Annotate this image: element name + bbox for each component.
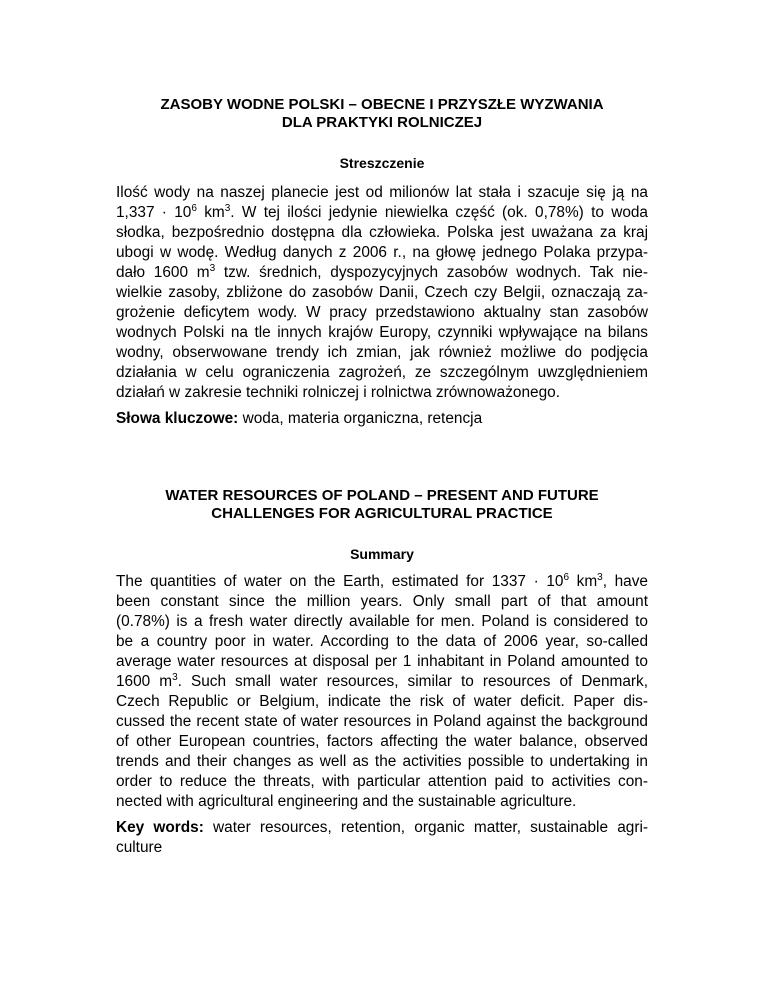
summary-line: (0.78%) is a fresh water directly available for men. Poland is considered to: [116, 613, 648, 630]
summary-line: The quantities of water on the Earth, estimated for $1337 \cdot 10^6$ $km^3$, have: [116, 572, 648, 590]
english-title-line-1: WATER RESOURCES OF POLAND – PRESENT AND FUTURE: [165, 487, 599, 504]
abstract-line: Ilość wody na naszej planecie jest od milionów lat stała i szacuje się ją na: [116, 184, 648, 201]
polish-keywords-value: woda, materia organiczna, retencja: [238, 410, 483, 427]
abstract-line: działania w celu ograniczenia zagrożeń, ze szczególnym uwzględnieniem: [116, 364, 648, 381]
summary-line: cussed the recent state of water resources in Poland against the background: [116, 713, 648, 730]
summary-line: average water resources at disposal per 1 inhabitant in Poland amounted to: [116, 653, 648, 670]
summary-line: nected with agricultural engineering and the sustainable agriculture.: [116, 793, 577, 810]
summary-line: order to reduce the threats, with particular attention paid to activities con-: [116, 773, 648, 790]
polish-keywords: [116, 409, 648, 429]
polish-title-line-1: ZASOBY WODNE POLSKI – OBECNE I PRZYSZŁE WYZWANIA: [160, 96, 604, 113]
english-keywords-continuation: culture: [116, 839, 163, 856]
abstract-line: $1,337 \cdot 10^6$ $km^3$. W tej ilości jedynie niewielka część (ok. 0,78%) to woda: [116, 203, 648, 221]
english-keywords: [116, 818, 648, 858]
polish-keywords-label: Słowa kluczowe:: [116, 410, 239, 427]
summary-line: of other European countries, factors affecting the water balance, observed: [116, 733, 648, 750]
paper-page: [116, 96, 648, 858]
english-keywords-label: Key words:: [116, 819, 204, 836]
abstract-line: słodka, bezpośrednio dostępna dla człowieka. Polska jest uważana za kraj: [116, 224, 648, 241]
english-summary: [116, 572, 648, 812]
abstract-line: wodnych Polski na tle innych krajów Europy, czynniki wpływające na bilans: [116, 324, 648, 341]
summary-line: 1600 $m^3$. Such small water resources, similar to resources of Denmark,: [116, 672, 649, 690]
english-title: [116, 487, 648, 523]
english-keywords-value: water resources, retention, organic matter, sustainable agri-: [203, 819, 648, 836]
polish-abstract-heading: Streszczenie: [339, 155, 425, 171]
abstract-line: wodny, obserwowane trendy ich zmian, jak również możliwe do podjęcia: [116, 344, 648, 361]
abstract-line: grożenie deficytem wody. W pracy przedstawiono aktualny stan zasobów: [116, 304, 648, 321]
english-summary-heading: Summary: [350, 546, 414, 562]
abstract-line: ubogi w wodę. Według danych z 2006 r., na głowę jednego Polaka przypa-: [116, 244, 648, 261]
polish-title: [116, 96, 648, 132]
polish-title-line-2: DLA PRAKTYKI ROLNICZEJ: [281, 114, 483, 131]
abstract-line: wielkie zasoby, zbliżone do zasobów Danii, Czech czy Belgii, oznaczają za-: [116, 284, 648, 301]
summary-line: trends and their changes as well as the activities possible to undertaking in: [116, 753, 648, 770]
summary-line: be a country poor in water. According to the data of 2006 year, so-called: [116, 633, 648, 650]
polish-abstract: [116, 183, 648, 403]
summary-line: Czech Republic or Belgium, indicate the risk of water deficit. Paper dis-: [116, 693, 648, 710]
abstract-line: działań w zakresie techniki rolniczej i rolnictwa zrównoważonego.: [116, 384, 560, 401]
english-title-line-2: CHALLENGES FOR AGRICULTURAL PRACTICE: [211, 505, 553, 522]
abstract-line: dało 1600 $m^3$ tzw. średnich, dyspozycyjnych zasobów wodnych. Tak nie-: [116, 263, 648, 281]
summary-line: been constant since the million years. Only small part of that amount: [116, 593, 648, 610]
